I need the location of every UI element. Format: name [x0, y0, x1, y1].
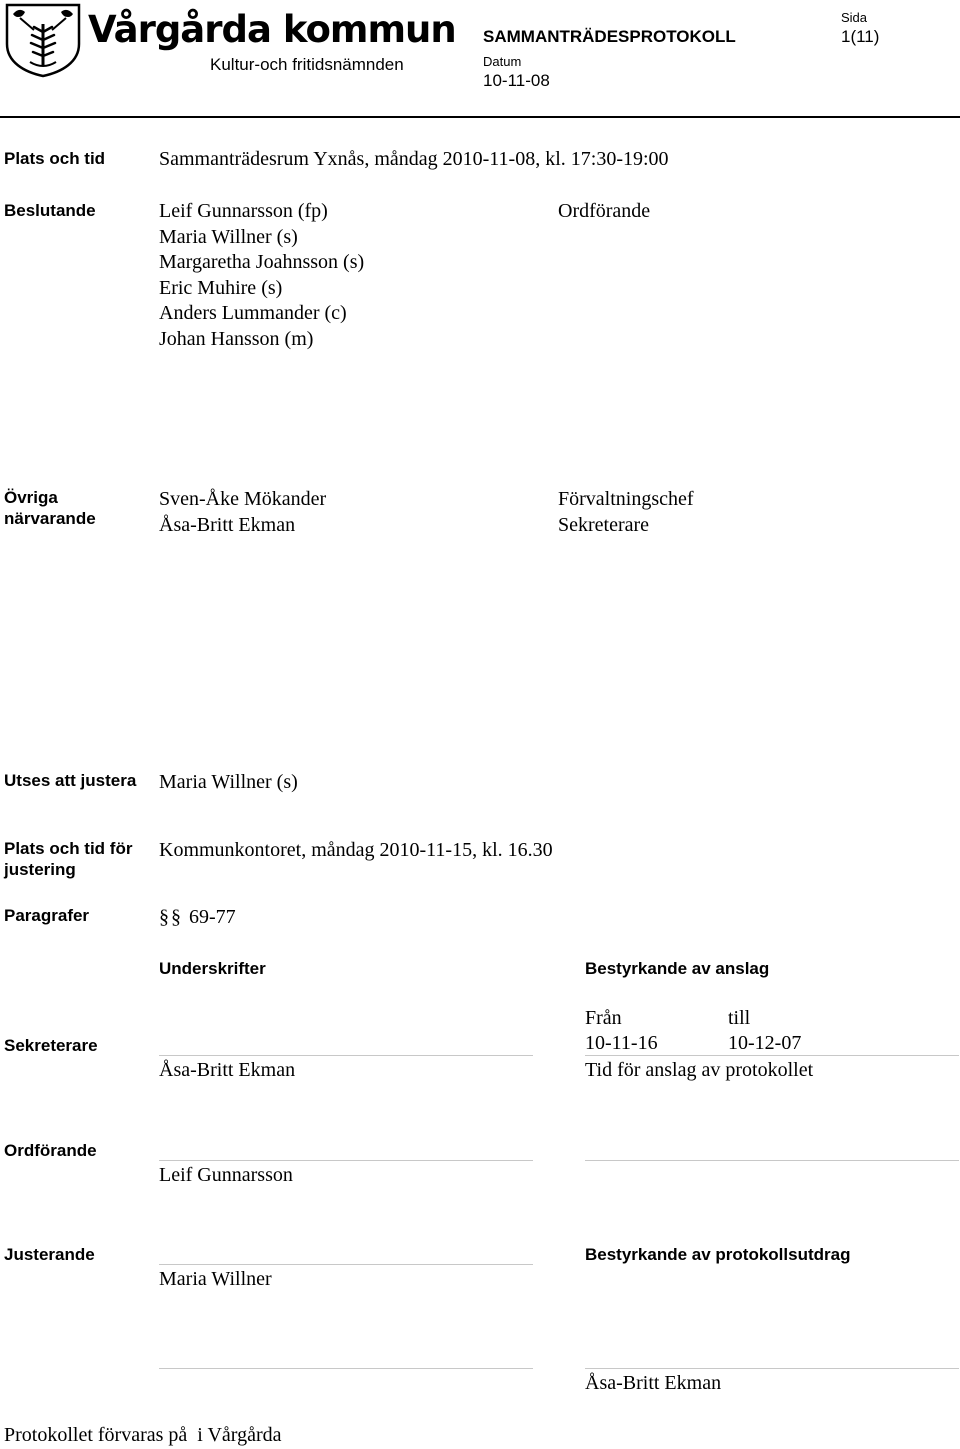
chair-role: Ordförande [558, 200, 651, 222]
header-divider [0, 116, 960, 118]
adjuster-label: Utses att justera [4, 771, 137, 790]
municipality-name: Vårgårda kommun [88, 8, 456, 51]
place-time-value: Sammanträdesrum Yxnås, måndag 2010-11-08, kl. 17:30-19:00 [159, 148, 669, 170]
to-date: 10-12-07 [728, 1032, 802, 1054]
adjust-place-label [4, 838, 132, 880]
secretary-name: Åsa-Britt Ekman [159, 1059, 296, 1081]
adjust-place-label-line-1: Plats och tid för [4, 839, 133, 858]
deciding-label: Beslutande [4, 201, 96, 220]
list-item: Johan Hansson (m) [159, 327, 314, 350]
list-item: Leif Gunnarsson (fp) [159, 200, 328, 222]
list-item: Eric Muhire (s) [159, 276, 283, 299]
coat-of-arms-icon [4, 2, 82, 78]
adjuster-name: Maria Willner [159, 1268, 272, 1290]
meeting-date: 10-11-08 [483, 71, 550, 90]
others-label-line-2: närvarande [4, 509, 96, 528]
page-number: 1(11) [841, 27, 880, 46]
notice-caption: Tid för anslag av protokollet [585, 1059, 814, 1081]
extract-heading: Bestyrkande av protokollsutdrag [585, 1245, 851, 1264]
to-label: till [728, 1007, 751, 1029]
date-label: Datum [483, 54, 522, 69]
list-item: Sven-Åke Mökander [159, 488, 327, 510]
others-label [4, 487, 96, 529]
paragraph-range: 69-77 [189, 906, 236, 928]
deciding-list [159, 199, 364, 352]
others-names [159, 487, 326, 538]
chair-signature-line [159, 1160, 533, 1161]
storage-note: Protokollet förvaras på i Vårgårda [4, 1424, 282, 1446]
adjuster-value: Maria Willner (s) [159, 771, 298, 793]
notice-signature-line [585, 1160, 959, 1161]
from-label: Från [585, 1007, 622, 1029]
adjuster-signature-label: Justerande [4, 1245, 95, 1264]
chair-label: Ordförande [4, 1141, 97, 1160]
extract-name: Åsa-Britt Ekman [585, 1372, 722, 1394]
list-item: Förvaltningschef [558, 488, 694, 510]
paragraphs-value [159, 905, 236, 931]
others-label-line-1: Övriga [4, 488, 58, 507]
secretary-label: Sekreterare [4, 1036, 98, 1055]
others-roles [558, 487, 694, 538]
signatures-heading: Underskrifter [159, 959, 266, 978]
notice-heading: Bestyrkande av anslag [585, 959, 770, 978]
extract-line-left [159, 1368, 533, 1369]
chair-name: Leif Gunnarsson [159, 1164, 293, 1186]
notice-line [585, 1055, 959, 1056]
adjust-place-label-line-2: justering [4, 860, 76, 879]
adjuster-signature-line [159, 1264, 533, 1265]
adjust-place-value: Kommunkontoret, måndag 2010-11-15, kl. 16.30 [159, 839, 553, 861]
document-type: SAMMANTRÄDESPROTOKOLL [483, 27, 736, 46]
list-item: Sekreterare [558, 513, 650, 536]
page-label: Sida [841, 10, 868, 25]
paragraphs-label: Paragrafer [4, 906, 90, 925]
list-item: Anders Lummander (c) [159, 302, 347, 324]
committee-name: Kultur-och fritidsnämnden [210, 55, 404, 74]
secretary-signature-line [159, 1055, 533, 1056]
section-symbol: §§ [159, 906, 183, 928]
place-time-label: Plats och tid [4, 149, 106, 168]
list-item: Margaretha Joahnsson (s) [159, 251, 365, 273]
list-item: Maria Willner (s) [159, 225, 298, 248]
from-date: 10-11-16 [585, 1032, 658, 1054]
list-item: Åsa-Britt Ekman [159, 513, 296, 536]
extract-line-right [585, 1368, 959, 1369]
